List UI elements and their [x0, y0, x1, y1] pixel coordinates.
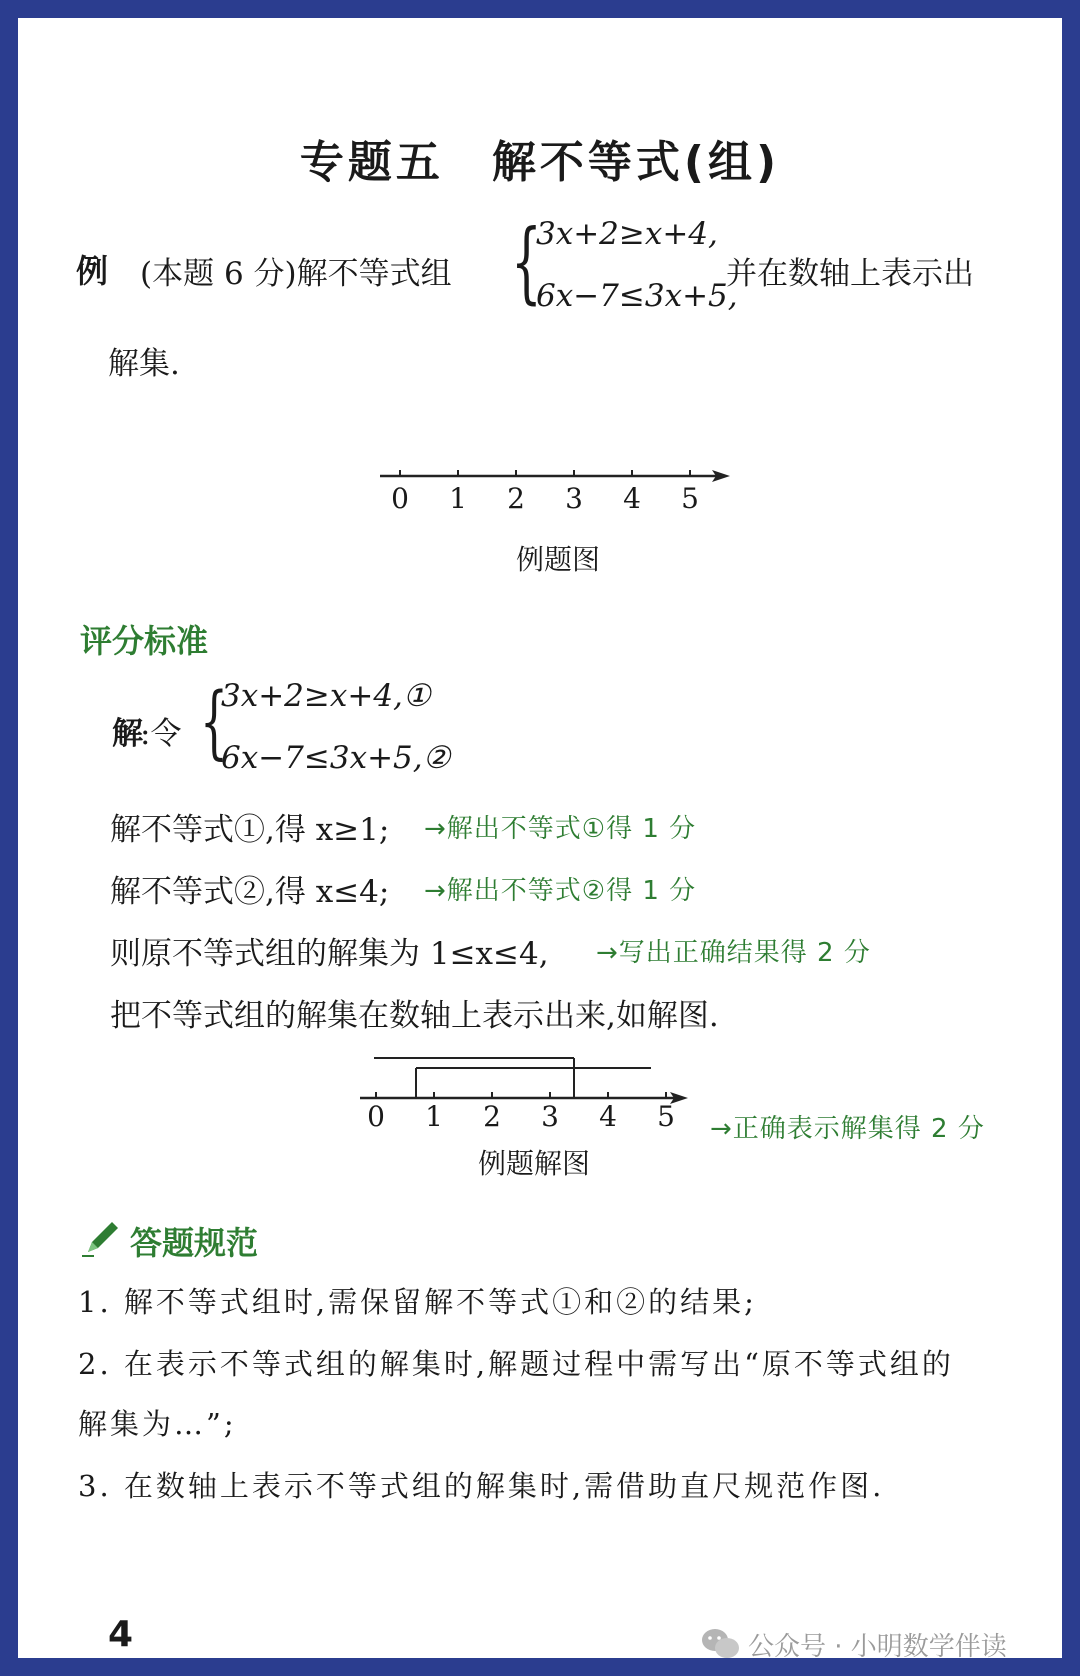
- norms-item-3: 3. 在数轴上表示不等式组的解集时,需借助直尺规范作图.: [78, 1469, 885, 1503]
- example-figure-caption: 例题图: [516, 543, 601, 576]
- example-inequality-2: 6x−7≤3x+5,: [536, 278, 738, 314]
- solution-inequality-1: 3x+2≥x+4,①: [221, 678, 431, 714]
- solution-tick-label-1: 1: [425, 1100, 443, 1128]
- score-note-4: →正确表示解集得 2 分: [710, 1114, 985, 1144]
- scoring-heading: 评分标准: [80, 622, 209, 660]
- norms-item-2: 2. 在表示不等式组的解集时,解题过程中需写出“原不等式组的: [78, 1347, 954, 1381]
- example-instruction: 并在数轴上表示出: [726, 256, 974, 292]
- example-instruction-cont: 解集.: [108, 346, 180, 382]
- wechat-icon: [700, 1626, 742, 1660]
- solution-step-4: 把不等式组的解集在数轴上表示出来,如解图.: [110, 998, 719, 1034]
- score-note-3: →写出正确结果得 2 分: [596, 938, 871, 968]
- example-tick-label-5: 5: [681, 482, 699, 515]
- example-brace: {: [511, 210, 542, 313]
- example-tick-label-4: 4: [623, 482, 641, 515]
- solution-tick-label-4: 4: [599, 1100, 617, 1128]
- example-number-line: [378, 466, 738, 526]
- example-tick-label-1: 1: [449, 482, 467, 515]
- example-tick-label-0: 0: [391, 482, 409, 515]
- norms-item-2-cont: 解集为…”;: [78, 1407, 237, 1441]
- watermark: 公众号 · 小明数学伴读: [748, 1632, 1007, 1662]
- norms-item-1: 1. 解不等式组时,需保留解不等式①和②的结果;: [78, 1285, 757, 1319]
- solution-figure-caption: 例题解图: [478, 1147, 591, 1180]
- solution-step-1: 解不等式①,得 x≥1;: [110, 812, 390, 848]
- example-label: 例: [76, 252, 109, 290]
- pencil-icon: [80, 1216, 124, 1260]
- solution-brace: {: [200, 675, 228, 768]
- score-note-1: →解出不等式①得 1 分: [424, 814, 697, 844]
- solution-tick-label-0: 0: [367, 1100, 385, 1128]
- solution-label: 解: [112, 716, 143, 752]
- page: [18, 18, 1062, 1662]
- solution-step-2: 解不等式②,得 x≤4;: [110, 874, 390, 910]
- solution-inequality-2: 6x−7≤3x+5,②: [221, 740, 451, 776]
- page-title: 专题五 解不等式(组): [299, 137, 781, 188]
- norms-heading: 答题规范: [130, 1224, 259, 1262]
- page-number: 4: [108, 1614, 134, 1655]
- example-inequality-1: 3x+2≥x+4,: [536, 216, 718, 252]
- solution-tick-label-5: 5: [657, 1100, 675, 1128]
- example-tick-label-3: 3: [565, 482, 583, 515]
- score-note-2: →解出不等式②得 1 分: [424, 876, 697, 906]
- solution-let: :令: [140, 716, 182, 752]
- solution-tick-label-2: 2: [483, 1100, 501, 1128]
- solution-number-line: [358, 1048, 718, 1128]
- solution-tick-label-3: 3: [541, 1100, 559, 1128]
- example-intro: (本题 6 分)解不等式组: [140, 256, 452, 292]
- solution-step-3: 则原不等式组的解集为 1≤x≤4,: [110, 936, 549, 972]
- example-tick-label-2: 2: [507, 482, 525, 515]
